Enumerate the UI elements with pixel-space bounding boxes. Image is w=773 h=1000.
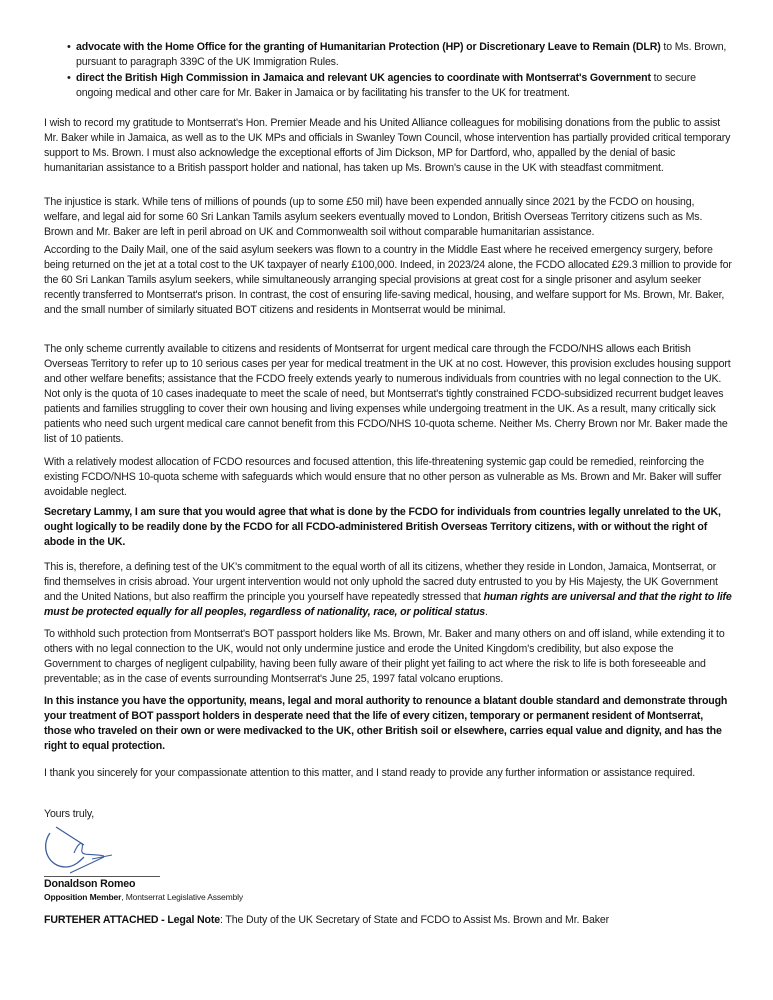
modest-paragraph: With a relatively modest allocation of FCDO resources and focused attention, this life-threatening systemic gap could be remedied, reinforcing the existing FCDO/NHS 10-quota scheme with safeguards which would ensure that no other person as vulnerable as Ms. Brown and Mr. Baker will suffer avoidable neglect. xyxy=(44,456,722,498)
list-item xyxy=(44,40,732,70)
bullet-icon: • xyxy=(67,41,71,53)
list-item xyxy=(44,71,732,101)
gratitude-paragraph: I wish to record my gratitude to Montserrat's Hon. Premier Meade and his United Alliance colleagues for mobilising donations from the public to assist Mr. Baker while in Jamaica, as well as to the UK MPs and officials in Swanley Town Council, whose intervention has partially provided critical temporary support to Ms. Brown. I must also acknowledge the exceptional efforts of Jim Dickson, MP for Dartford, who, appalled by the denial of basic humanitarian assistance to a British passport holder and national, has taken up Ms. Brown's cause in the UK with steadfast commitment. xyxy=(44,117,731,174)
signature-stroke xyxy=(70,843,112,873)
signer-name: Donaldson Romeo xyxy=(44,878,136,890)
test-end: . xyxy=(485,606,488,618)
signer-role: Opposition Member xyxy=(44,892,122,902)
scheme-paragraph: The only scheme currently available to citizens and residents of Montserrat for urgent medical care through the FCDO/NHS allows each British Overseas Territory to refer up to 10 serious cases per year for medical treatment in the UK at no cost. However, this provision excludes housing support and other welfare benefits; assistance that the FCDO freely extends yearly to numerous individuals from countries with no legal connection to the UK. Not only is the quota of 10 cases inadequate to meet the scale of need, but Montserrat's tightly constrained FCDO-subsidized recurrent budget leaves patients and families struggling to cover their own housing and living expenses while undergoing treatment in the UK. As a result, many critically sick patients who need such urgent medical care cannot benefit from this FCDO/NHS 10-quota scheme. Neither Ms. Cherry Brown nor Mr. Baker made the list of 10 patients. xyxy=(44,343,731,445)
defining-test-paragraph xyxy=(44,560,732,620)
salutation: Yours truly, xyxy=(44,808,95,820)
bullet-text: to Ms. Brown, pursuant to paragraph 339C of the UK Immigration Rules. xyxy=(76,41,727,68)
bullet-bold: direct the British High Commission in Jamaica and relevant UK agencies to coordinate with Montserrat's Government xyxy=(76,72,651,84)
request-list xyxy=(44,40,732,102)
injustice-paragraph: The injustice is stark. While tens of millions of pounds (up to some £50 mil) have been expended annually since 2021 by the FCDO on housing, welfare, and legal aid for some 60 Sri Lankan Tamils asylum seekers eventually moved to London, British Overseas Territory citizens such as Ms. Brown and Mr. Baker are left in peril abroad on UK and Commonwealth soil without comparable humanitarian assistance. xyxy=(44,196,703,238)
attachment-note xyxy=(44,913,732,928)
attachment-label: FURTEHER ATTACHED - Legal Note xyxy=(44,914,220,926)
bullet-icon: • xyxy=(67,72,71,84)
daily-mail-paragraph: According to the Daily Mail, one of the said asylum seekers was flown to a country in the Middle East where he received emergency surgery, before being returned on the jet at a total cost to the UK taxpayer of nearly £100,000. Indeed, in 2023/24 alone, the FCDO allocated £29.3 million to provide for the 60 Sri Lankan Tamils asylum seekers, while simultaneously arranging special provisions at great cost for a single prisoner and asylum seeker recently transferred to Montserrat's prison. In contrast, the cost of ensuring life-saving medical, housing, and welfare support for Ms. Brown, Mr. Baker, and the small number of similarly situated BOT citizens and residents in Montserrat would be minimal. xyxy=(44,244,732,316)
lammy-paragraph: Secretary Lammy, I am sure that you would agree that what is done by the FCDO for individuals from countries legally unrelated to the UK, ought logically to be readily done by the FCDO for all FCDO-administered British Overseas Territory citizens, with or without the right of abode in the UK. xyxy=(44,506,721,548)
signature-image xyxy=(44,823,144,875)
withhold-paragraph: To withhold such protection from Montserrat's BOT passport holders like Ms. Brown, Mr. Baker and many others on and off island, while extending it to others with no legal connection to the UK, would not only undermine justice and erode the United Kingdom's credibility, but also expose the Government to charges of negligent culpability, having been fully aware of their plight yet failing to act where the risk to life is both foreseeable and preventable; as in the case of events surrounding Montserrat's June 25, 1997 fatal volcano eruptions. xyxy=(44,628,725,685)
bullet-text: to secure ongoing medical and other care for Mr. Baker in Jamaica or by facilitating his transfer to the UK for treatment. xyxy=(76,72,696,99)
signer-title xyxy=(44,891,732,903)
signer-affiliation: , Montserrat Legislative Assembly xyxy=(121,892,243,902)
test-emphasis: human rights are universal and that the right to life must be protected equally for all peoples, regardless of nationality, race, or political status xyxy=(44,591,732,618)
signature-stroke xyxy=(46,827,84,867)
thanks-paragraph: I thank you sincerely for your compassionate attention to this matter, and I stand ready to provide any further information or assistance required. xyxy=(44,767,696,779)
instance-paragraph: In this instance you have the opportunity, means, legal and moral authority to renounce a blatant double standard and demonstrate through your treatment of BOT passport holders in desperate need that the life of every citizen, temporary or permanent resident of Montserrat, those who traveled on their own or were medivacked to the UK, other British soil or elsewhere, carries equal value and dignity, and has the right to equal protection. xyxy=(44,695,728,752)
bullet-bold: advocate with the Home Office for the granting of Humanitarian Protection (HP) or Discretionary Leave to Remain (DLR) xyxy=(76,41,661,53)
test-lead: This is, therefore, a defining test of the UK's commitment to the equal worth of all its citizens, whether they reside in London, Jamaica, Montserrat, or find themselves in crisis abroad. Your urgent intervention would not only uphold the sacred duty entrusted to you by His Majesty, the UK Government and the United Nations, but also reaffirm the principle you yourself have repeatedly stressed that xyxy=(44,561,718,603)
attachment-text: : The Duty of the UK Secretary of State and FCDO to Assist Ms. Brown and Mr. Baker xyxy=(219,914,610,926)
